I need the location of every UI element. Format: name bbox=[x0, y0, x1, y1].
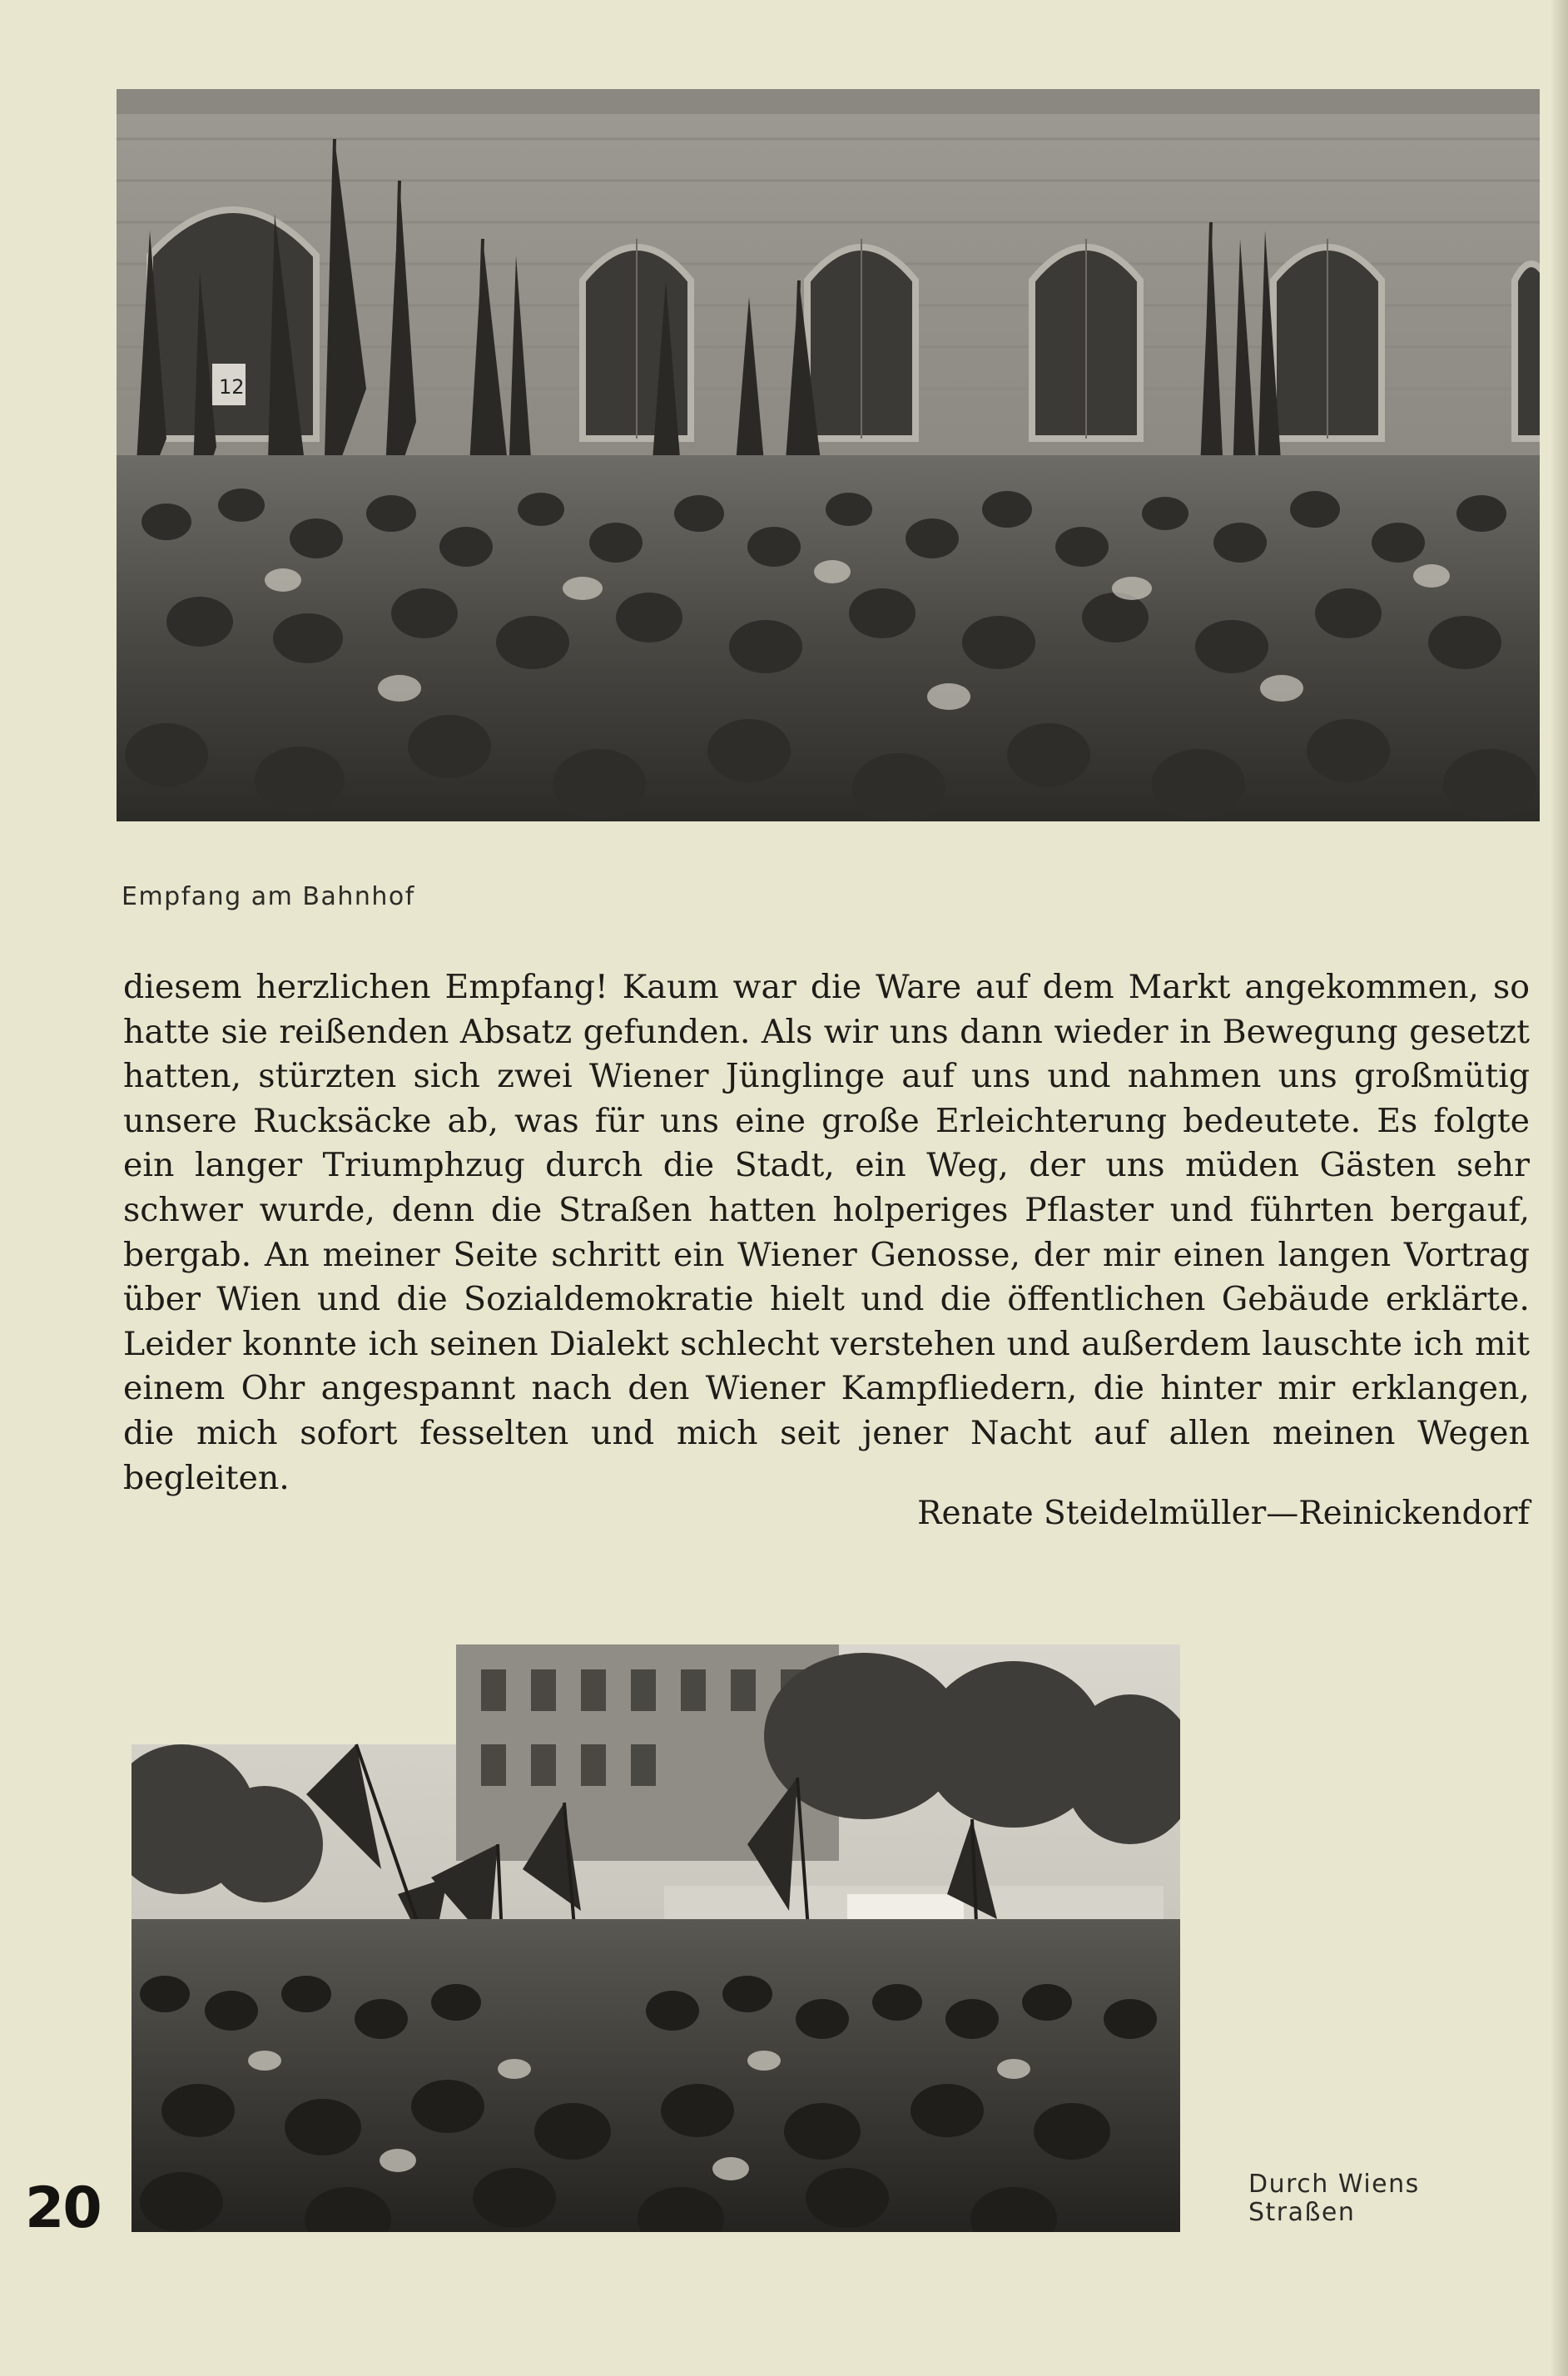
caption-durch-wiens-strassen bbox=[1248, 2170, 1465, 2227]
photo-street-march-image bbox=[131, 1644, 1180, 2232]
caption-line-1: Durch Wiens bbox=[1248, 2170, 1420, 2199]
sign-number: 12 bbox=[219, 375, 245, 399]
photo-crowd-station-image bbox=[117, 89, 1540, 821]
caption-empfang-am-bahnhof: Empfang am Bahnhof bbox=[122, 882, 415, 911]
photo-crowd-at-station bbox=[117, 89, 1540, 821]
caption-line-2: Straßen bbox=[1248, 2198, 1356, 2227]
author-signature: Renate Steidelmüller—Reinickendorf bbox=[917, 1495, 1530, 1532]
page-edge-shadow bbox=[1550, 0, 1568, 2376]
photo-march-through-vienna bbox=[131, 1644, 1180, 2232]
article-paragraph: diesem herzlichen Empfang! Kaum war die Ware auf dem Markt angekommen, so hatte sie reißenden Absatz gefunden. Als wir uns dann wieder in Bewegung gesetzt hatten, stürzten sich zwei Wiener Jünglinge auf uns und nahmen uns großmütig unsere Rucksäcke ab, was für uns eine große Erleichterung bedeutete. Es folgte ein langer Triumphzug durch die Stadt, ein Weg, der uns müden Gästen sehr schwer wurde, denn die Straßen hatten holperiges Pflaster und führten bergauf, bergab. An meiner Seite schritt ein Wiener Genosse, der mir einen langen Vortrag über Wien und die Sozialdemokratie hielt und die öffentlichen Gebäude erklärte. Leider konnte ich seinen Dialekt schlecht verstehen und außerdem lauschte ich mit einem Ohr angespannt nach den Wiener Kampfliedern, die hinter mir erklangen, die mich sofort fesselten und mich seit jener Nacht auf allen meinen Wegen begleiten. bbox=[123, 968, 1530, 1497]
article-body bbox=[123, 965, 1530, 1501]
page-number: 20 bbox=[25, 2175, 101, 2241]
